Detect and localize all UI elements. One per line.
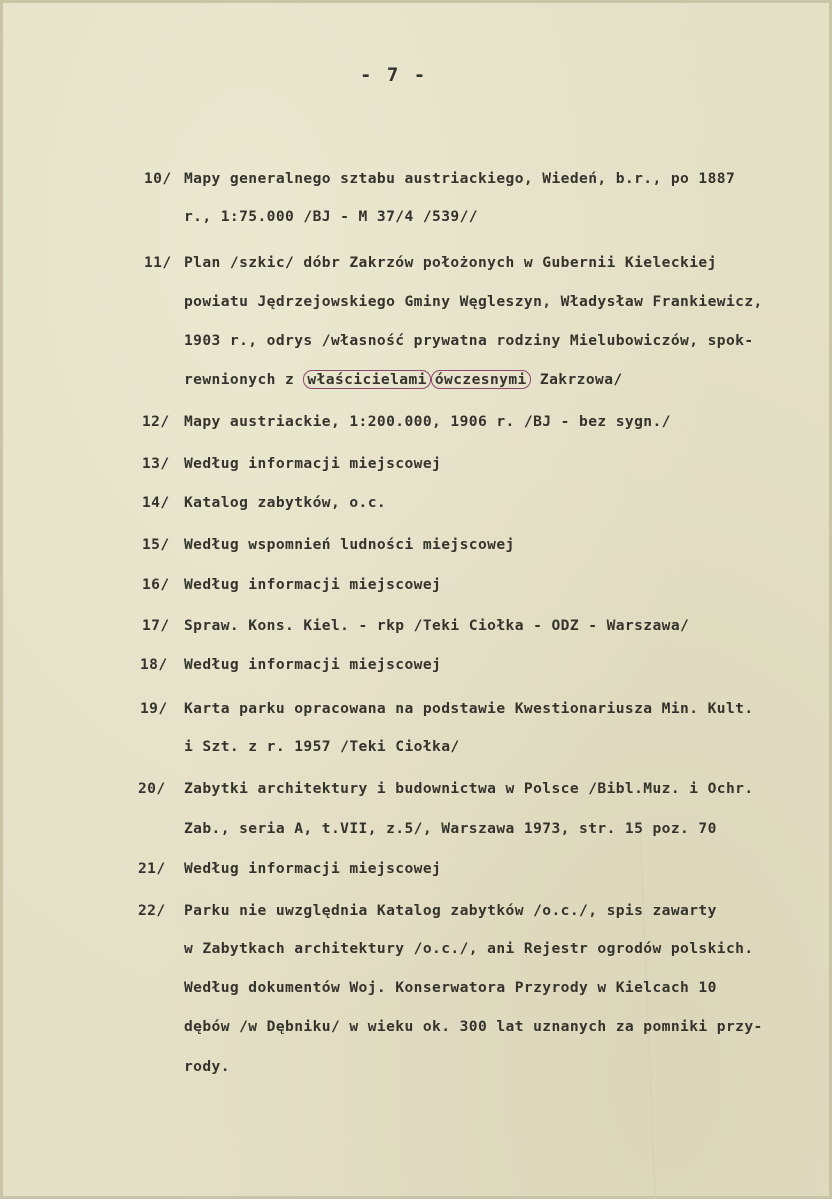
footnote-line: Według dokumentów Woj. Konserwatora Przyrody w Kielcach 10: [184, 979, 717, 996]
footnote-line: Zabytki architektury i budownictwa w Polsce /Bibl.Muz. i Ochr.: [184, 780, 754, 797]
footnote-number: 18/: [140, 656, 168, 673]
footnote-number: 17/: [142, 617, 170, 634]
footnote-line: r., 1:75.000 /BJ - M 37/4 /539//: [184, 208, 478, 225]
footnote-line: Katalog zabytków, o.c.: [184, 494, 387, 511]
footnote-number: 11/: [144, 254, 172, 271]
footnote-number: 10/: [144, 170, 172, 187]
footnote-text: Zakrzowa/: [530, 371, 623, 388]
footnote-line: Karta parku opracowana na podstawie Kwestionariusza Min. Kult.: [184, 700, 754, 717]
footnote-line: Według informacji miejscowej: [184, 656, 442, 673]
footnote-line: Parku nie uwzględnia Katalog zabytków /o.c./, spis zawarty: [184, 902, 717, 919]
page-number: - 7 -: [360, 64, 428, 86]
footnote-line: [184, 371, 623, 388]
footnote-line: i Szt. z r. 1957 /Teki Ciołka/: [184, 738, 460, 755]
circled-word: ówczesnymi: [431, 370, 531, 389]
footnote-line: powiatu Jędrzejowskiego Gminy Węgleszyn, Władysław Frankiewicz,: [184, 293, 763, 310]
footnote-number: 21/: [138, 860, 166, 877]
footnote-line: dębów /w Dębniku/ w wieku ok. 300 lat uznanych za pomniki przy-: [184, 1018, 763, 1035]
footnote-number: 12/: [142, 413, 170, 430]
footnote-line: Według informacji miejscowej: [184, 860, 442, 877]
footnote-line: w Zabytkach architektury /o.c./, ani Rejestr ogrodów polskich.: [184, 940, 754, 957]
footnote-number: 22/: [138, 902, 166, 919]
circled-word: właścicielami: [303, 370, 430, 389]
footnote-line: Mapy austriackie, 1:200.000, 1906 r. /BJ - bez sygn./: [184, 413, 671, 430]
footnote-number: 15/: [142, 536, 170, 553]
footnote-line: Według informacji miejscowej: [184, 576, 442, 593]
footnote-line: Mapy generalnego sztabu austriackiego, Wiedeń, b.r., po 1887: [184, 170, 736, 187]
footnote-number: 13/: [142, 455, 170, 472]
footnote-line: Spraw. Kons. Kiel. - rkp /Teki Ciołka - ODZ - Warszawa/: [184, 617, 690, 634]
footnote-number: 20/: [138, 780, 166, 797]
footnote-line: rody.: [184, 1058, 230, 1075]
footnote-number: 16/: [142, 576, 170, 593]
footnote-line: Plan /szkic/ dóbr Zakrzów położonych w Gubernii Kieleckiej: [184, 254, 717, 271]
footnote-text: rewnionych z: [184, 371, 304, 388]
footnote-line: Według wspomnień ludności miejscowej: [184, 536, 515, 553]
footnote-line: 1903 r., odrys /własność prywatna rodziny Mielubowiczów, spok-: [184, 332, 754, 349]
footnote-number: 14/: [142, 494, 170, 511]
footnote-number: 19/: [140, 700, 168, 717]
footnote-line: Według informacji miejscowej: [184, 455, 442, 472]
footnote-line: Zab., seria A, t.VII, z.5/, Warszawa 1973, str. 15 poz. 70: [184, 820, 717, 837]
